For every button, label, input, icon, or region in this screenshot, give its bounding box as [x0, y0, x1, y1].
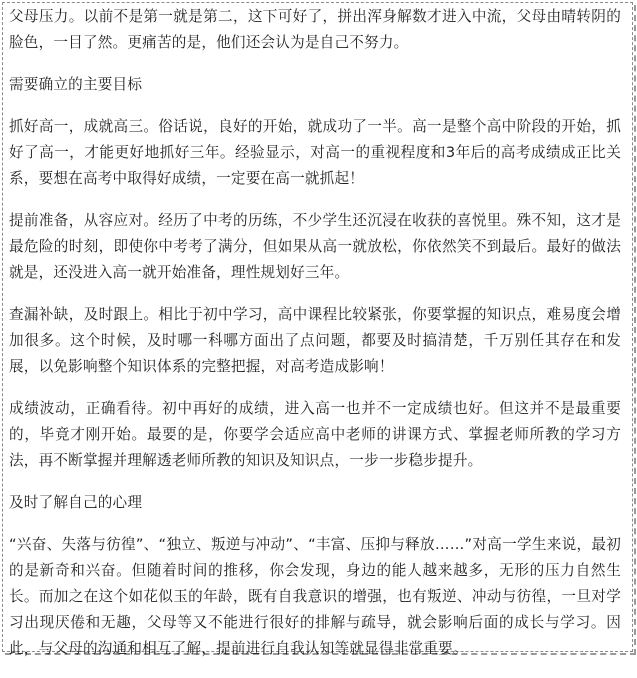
paragraph-grade-fluctuation: 成绩波动，正确看待。初中再好的成绩，进入高一也并不一定成绩也好。但这并不是最重要的，毕竟才刚开始。最要的是，你要学会适应高中老师的讲课方式、掌握老师所教的学习方法，再不断掌握并理解透老师所教的知识及知识点，一步一步稳步提升。	[9, 400, 621, 469]
paragraph-grasp-grade-one: 抓好高一，成就高三。俗话说，良好的开始，就成功了一半。高一是整个高中阶段的开始，抓好了高一，才能更好地抓好三年。经验显示，对高一的重视程度和3年后的高考成绩成正比关系，要想在高考中取得好成绩，一定要在高一就抓起！	[9, 118, 621, 187]
paragraph-fill-gaps: 查漏补缺，及时跟上。相比于初中学习，高中课程比较紧张，你要掌握的知识点，难易度会增加很多。这个时候，及时哪一科哪方面出了点问题，都要及时搞清楚，千万别任其存在和发展，以免影响整个知识体系的完整把握，对高考造成影响！	[9, 306, 621, 375]
section-heading-psychology: 及时了解自己的心理	[9, 494, 143, 511]
paragraph-psychology-details: “兴奋、失落与彷徨”、“独立、叛逆与冲动”、“丰富、压抑与释放……”对高一学生来说，最初的是新奇和兴奋。但随着时间的推移，你会发现，身边的能人越来越多，无形的压力自然生长。而加之在这个如花似玉的年龄，既有自我意识的增强，也有叛逆、冲动与彷徨，一旦对学习出现厌倦和无趣，父母等又不能进行很好的排解与疏导，就会影响后面的成长与学习。因此，与父母的沟通和相互了解，提前进行自我认知等就显得非常重要。	[9, 536, 621, 657]
paragraph-parent-pressure: 父母压力。以前不是第一就是第二，这下可好了，拼出浑身解数才进入中流，父母由晴转阴的脸色，一目了然。更痛苦的是，他们还会认为是自己不努力。	[9, 8, 621, 51]
article-body	[9, 4, 621, 678]
section-heading-main-goals: 需要确立的主要目标	[9, 76, 143, 93]
paragraph-prepare-early: 提前准备，从容应对。经历了中考的历练，不少学生还沉浸在收获的喜悦里。殊不知，这才是最危险的时刻，即使你中考考了满分，但如果从高一就放松，你依然笑不到最后。最好的做法就是，还没进入高一就开始准备，理性规划好三年。	[9, 212, 621, 281]
